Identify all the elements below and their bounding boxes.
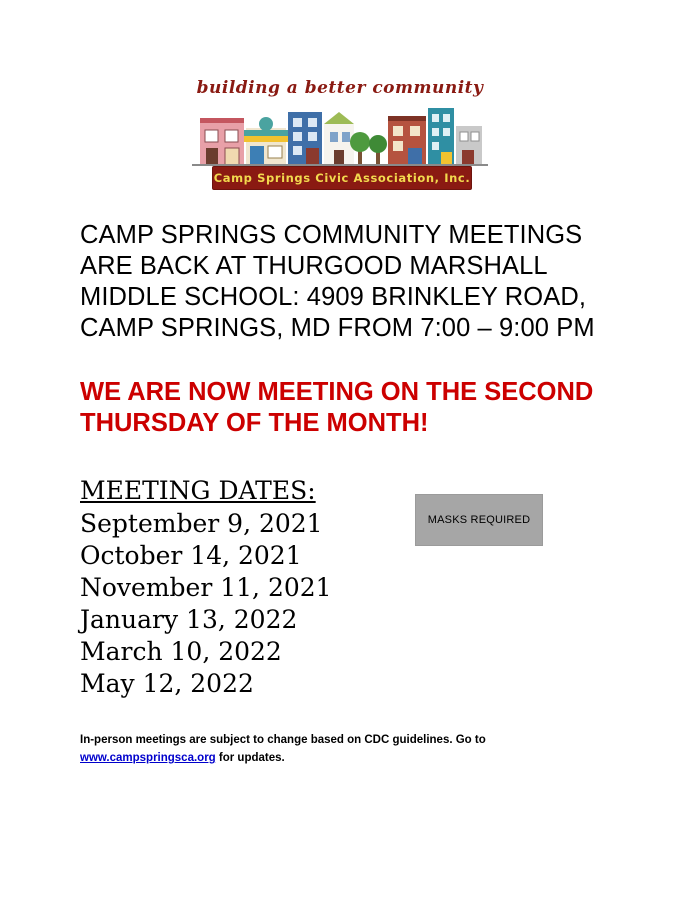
footer-line-2: for updates. — [215, 752, 285, 764]
logo-tagline: building a better community — [196, 78, 484, 98]
meeting-dates-heading: MEETING DATES: — [80, 476, 316, 505]
masks-required-badge — [415, 494, 543, 546]
headline-text: CAMP SPRINGS COMMUNITY MEETINGS ARE BACK AT THURGOOD MARSHALL MIDDLE SCHOOL: 4909 BRINKLEY ROAD, CAMP SPRINGS, MD FROM 7:00 – 9:00 PM — [80, 221, 595, 342]
list-item: September 9, 2021 — [80, 509, 323, 538]
masks-required-label: MASKS REQUIRED — [427, 514, 531, 526]
footer-note — [80, 731, 550, 767]
organization-logo — [192, 78, 488, 191]
list-item: October 14, 2021 — [80, 541, 302, 570]
logo-banner — [212, 166, 472, 190]
list-item: May 12, 2022 — [80, 669, 254, 698]
list-item: January 13, 2022 — [80, 605, 298, 634]
footer-line-1: In-person meetings are subject to change based on CDC guidelines. Go to — [80, 734, 486, 746]
meeting-change-alert: WE ARE NOW MEETING ON THE SECOND THURSDAY OF THE MONTH! — [80, 378, 594, 437]
logo-banner-text: Camp Springs Civic Association, Inc. — [213, 171, 471, 185]
meeting-dates-list — [80, 508, 332, 700]
website-link[interactable]: www.campspringsca.org — [80, 752, 216, 764]
list-item: November 11, 2021 — [80, 573, 332, 602]
skyline-illustration-icon — [192, 104, 488, 166]
list-item: March 10, 2022 — [80, 637, 282, 666]
